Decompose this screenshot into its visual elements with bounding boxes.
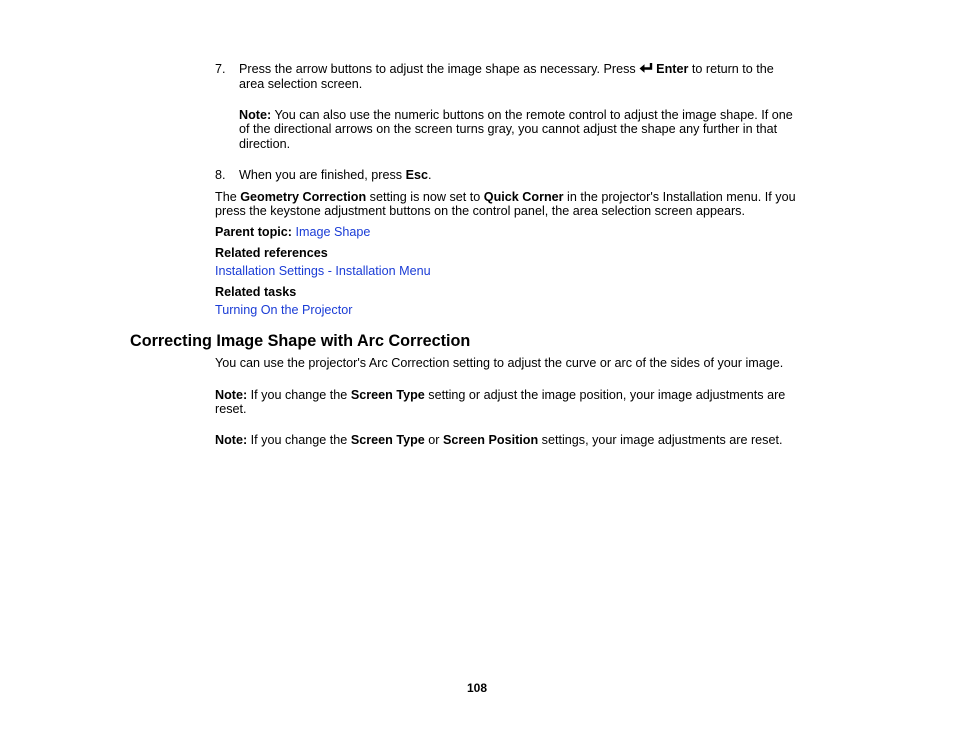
note-1-label: Note: — [239, 108, 272, 122]
note-3-text-1: If you change the — [247, 433, 351, 447]
note-2-line-2: reset. — [215, 402, 247, 416]
screen-type-term: Screen Type — [350, 388, 425, 402]
note-2-text-1: If you change the — [247, 388, 351, 402]
note-3-text-3: settings, your image adjustments are reset. — [538, 433, 783, 447]
image-shape-link[interactable]: Image Shape — [295, 225, 371, 239]
step-7-number: 7. — [215, 62, 226, 76]
quick-corner-term: Quick Corner — [483, 190, 564, 204]
related-references-heading — [215, 246, 328, 261]
geometry-correction-term: Geometry Correction — [240, 190, 367, 204]
step-7-line-1 — [239, 62, 774, 77]
note-3-text-2: or — [424, 433, 443, 447]
geometry-para-line-2: press the keystone adjustment buttons on the control panel, the area selection screen appears. — [215, 204, 745, 218]
parent-topic-label: Parent topic: — [215, 225, 292, 239]
note-2-text-2: setting or adjust the image position, your image adjustments are — [424, 388, 786, 402]
step-8-line — [239, 168, 432, 183]
note-1-text-1: You can also use the numeric buttons on the remote control to adjust the image shape. If one — [271, 108, 793, 122]
note-1-line-3: direction. — [239, 137, 291, 151]
turning-on-projector-link[interactable]: Turning On the Projector — [215, 303, 353, 317]
parent-topic — [215, 225, 370, 240]
enter-label: Enter — [656, 62, 689, 76]
section-title: Correcting Image Shape with Arc Correction — [130, 332, 471, 350]
geometry-text-3: in the projector's Installation menu. If you — [563, 190, 796, 204]
related-tasks-label: Related tasks — [215, 285, 297, 299]
esc-label: Esc — [405, 168, 429, 182]
step-7-text-b: to return to the — [688, 62, 774, 76]
note-1-line-2: of the directional arrows on the screen turns gray, you cannot adjust the shape any further in that — [239, 122, 778, 136]
enter-key-icon — [639, 62, 654, 74]
geometry-text-1: The — [215, 190, 241, 204]
note-1-line-1 — [239, 108, 793, 123]
step-8-number: 8. — [215, 168, 226, 182]
screen-type-term-2: Screen Type — [350, 433, 425, 447]
geometry-text-2: setting is now set to — [366, 190, 484, 204]
page-number: 108 — [466, 681, 488, 695]
step-8-text: When you are finished, press — [239, 168, 406, 182]
note-2-label: Note: — [215, 388, 248, 402]
note-3-line — [215, 433, 782, 448]
installation-settings-link[interactable]: Installation Settings - Installation Menu — [215, 264, 431, 278]
note-2-line-1 — [215, 388, 785, 403]
step-7-text-a: Press the arrow buttons to adjust the image shape as necessary. Press — [239, 62, 640, 76]
related-references-label: Related references — [215, 246, 328, 260]
step-7-line-2: area selection screen. — [239, 77, 363, 91]
screen-position-term: Screen Position — [442, 433, 539, 447]
section-intro: You can use the projector's Arc Correction setting to adjust the curve or arc of the sides of your image. — [215, 356, 784, 370]
step-8-end: . — [428, 168, 432, 182]
related-tasks-heading — [215, 285, 296, 300]
geometry-para-line-1 — [215, 190, 796, 205]
note-3-label: Note: — [215, 433, 248, 447]
